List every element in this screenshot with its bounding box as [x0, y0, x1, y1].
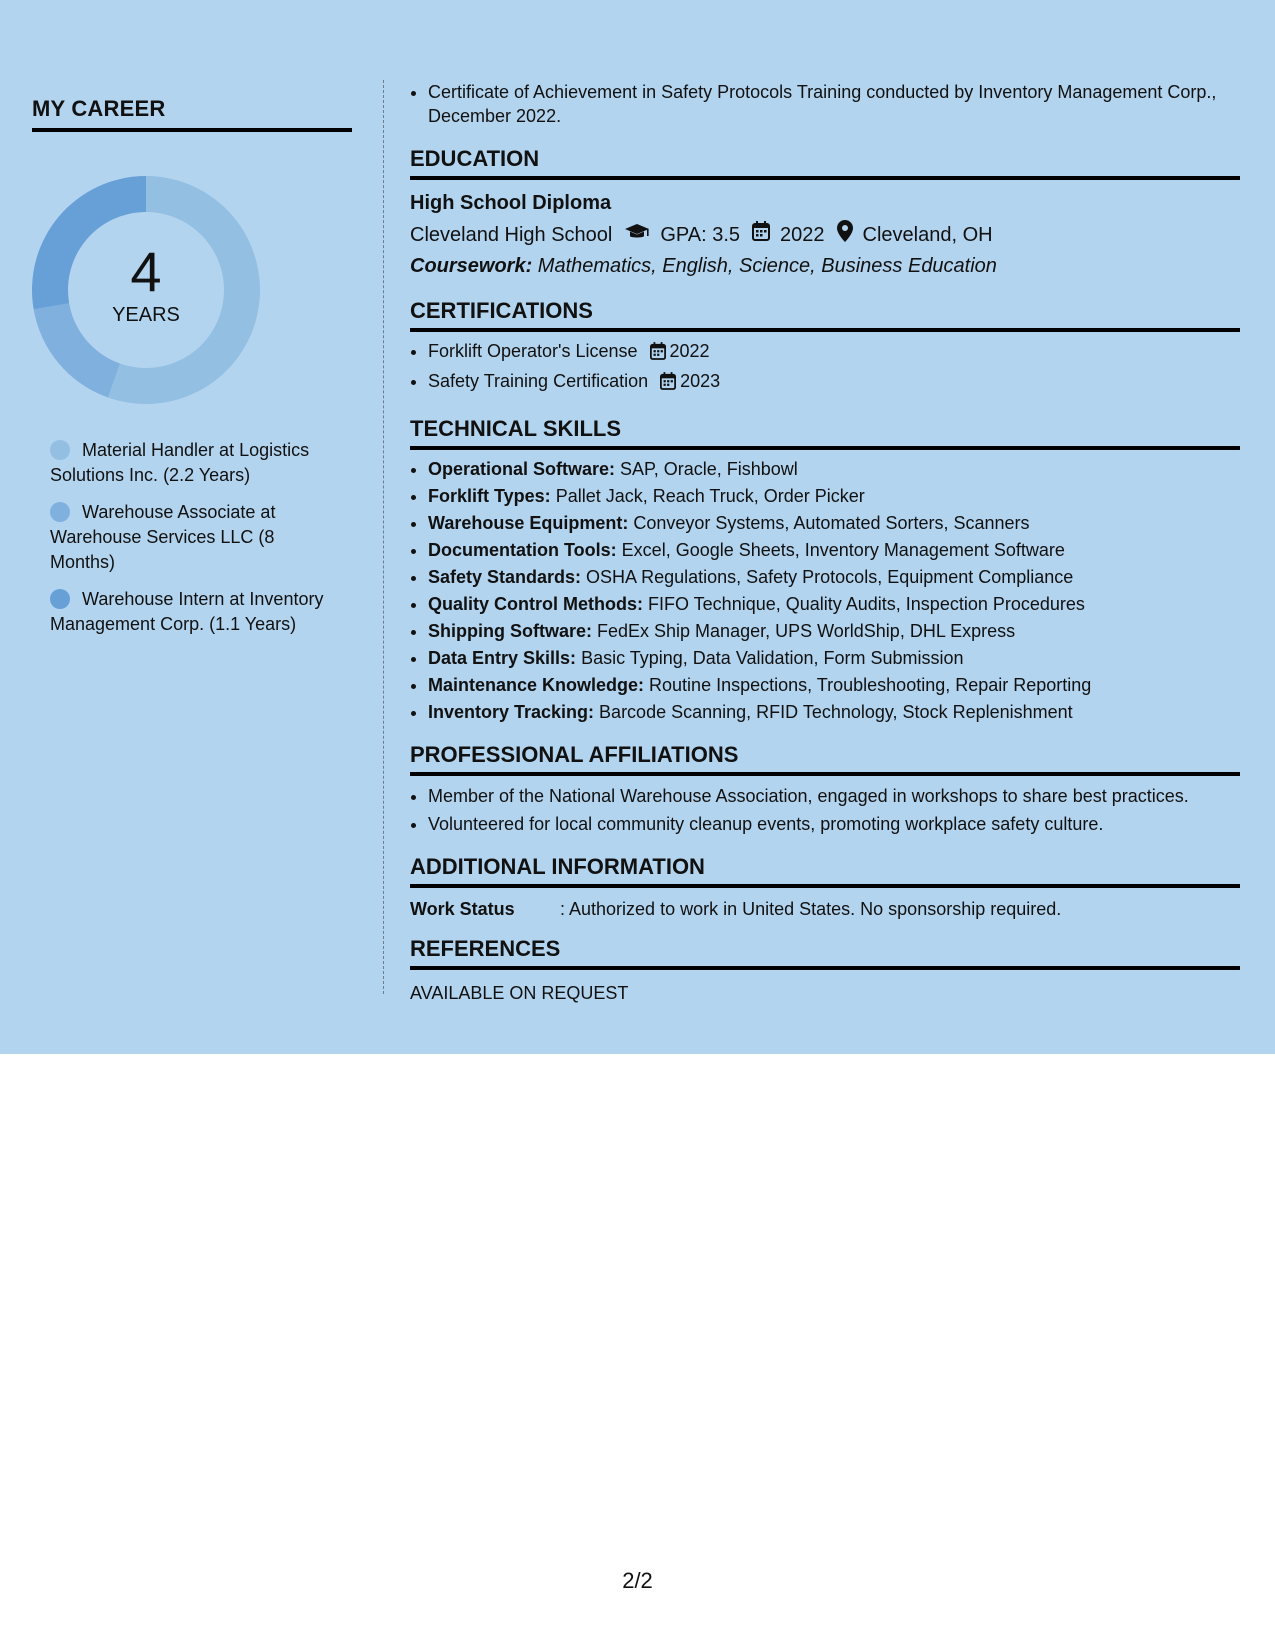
education-section — [410, 146, 1240, 280]
certifications-list — [410, 338, 1240, 398]
column-divider — [383, 80, 384, 994]
calendar-icon — [752, 221, 770, 249]
skill-label: Shipping Software: — [428, 621, 592, 641]
skill-value: Barcode Scanning, RFID Technology, Stock Replenishment — [594, 702, 1073, 722]
education-coursework — [410, 252, 1240, 280]
skill-value: SAP, Oracle, Fishbowl — [615, 459, 798, 479]
skill-label: Maintenance Knowledge: — [428, 675, 645, 695]
main-column — [410, 80, 1240, 1006]
legend-label: Warehouse Intern at Inventory Management Corp. (1.1 Years) — [50, 589, 324, 634]
certifications-section — [410, 298, 1240, 398]
list-item — [428, 368, 1240, 398]
list-item: • Member of the National Warehouse Association, engaged in workshops to share best practices. — [428, 782, 1240, 810]
career-section — [32, 96, 352, 132]
skill-label: Operational Software: — [428, 459, 616, 479]
skill-label: Forklift Types: — [428, 486, 551, 506]
legend-label: Warehouse Associate at Warehouse Services LLC (8 Months) — [50, 502, 276, 572]
education-title: EDUCATION — [410, 146, 1240, 180]
references-text: AVAILABLE ON REQUEST — [410, 983, 629, 1003]
career-donut-chart — [32, 176, 260, 404]
skill-item — [428, 672, 1240, 699]
list-item: • Certificate of Achievement in Safety Protocols Training conducted by Inventory Management Corp., December 2022. — [428, 80, 1240, 128]
donut-center — [32, 176, 260, 404]
affiliations-list — [410, 782, 1240, 838]
skill-item — [428, 510, 1240, 537]
cert-year: 2023 — [680, 371, 721, 391]
work-status-row — [410, 896, 1240, 922]
skill-value: Excel, Google Sheets, Inventory Management Software — [616, 540, 1065, 560]
skill-value: Basic Typing, Data Validation, Form Submission — [576, 648, 964, 668]
certifications-title: CERTIFICATIONS — [410, 298, 1240, 332]
legend-dot-icon — [50, 440, 70, 460]
skill-label: Documentation Tools: — [428, 540, 617, 560]
skill-label: Warehouse Equipment: — [428, 513, 629, 533]
coursework-label: Coursework: — [410, 255, 533, 277]
education-gpa: GPA: 3.5 — [660, 224, 741, 246]
legend-item — [50, 500, 340, 575]
skill-label: Data Entry Skills: — [428, 648, 577, 668]
list-item — [428, 338, 1240, 368]
legend-dot-icon — [50, 589, 70, 609]
references-title: REFERENCES — [410, 936, 1240, 970]
education-degree: High School Diploma — [410, 192, 612, 214]
skill-item — [428, 456, 1240, 483]
legend-item — [50, 438, 340, 488]
skill-item — [428, 618, 1240, 645]
legend-item — [50, 587, 340, 637]
skills-title: TECHNICAL SKILLS — [410, 416, 1240, 450]
skill-item — [428, 699, 1240, 726]
skill-label: Safety Standards: — [428, 567, 582, 587]
legend-label: Material Handler at Logistics Solutions Inc. (2.2 Years) — [50, 440, 310, 485]
career-total-number: 4 — [130, 239, 162, 303]
cert-name: Safety Training Certification — [428, 371, 649, 391]
career-legend — [50, 438, 340, 649]
work-status-value: : Authorized to work in United States. No sponsorship required. — [560, 899, 1062, 919]
skill-item — [428, 483, 1240, 510]
cert-year: 2022 — [669, 341, 710, 361]
skill-item — [428, 645, 1240, 672]
skill-item — [428, 537, 1240, 564]
skill-value: FIFO Technique, Quality Audits, Inspection Procedures — [643, 594, 1085, 614]
career-title: MY CAREER — [32, 96, 352, 132]
calendar-icon — [650, 341, 666, 368]
calendar-icon — [660, 371, 676, 398]
skill-item — [428, 591, 1240, 618]
work-status-label: Work Status — [410, 899, 515, 919]
education-year: 2022 — [780, 224, 825, 246]
skills-section — [410, 416, 1240, 726]
education-school: Cleveland High School — [410, 224, 613, 246]
skill-label: Quality Control Methods: — [428, 594, 643, 614]
affiliations-title: PROFESSIONAL AFFILIATIONS — [410, 742, 1240, 776]
skills-list — [410, 456, 1240, 726]
education-details — [410, 220, 1240, 250]
list-item: • Volunteered for local community cleanup events, promoting workplace safety culture. — [428, 810, 1240, 838]
skill-item — [428, 564, 1240, 591]
cert-name: Forklift Operator's License — [428, 341, 638, 361]
skill-value: Pallet Jack, Reach Truck, Order Picker — [550, 486, 865, 506]
skill-label: Inventory Tracking: — [428, 702, 595, 722]
references-section — [410, 936, 1240, 1006]
skill-value: FedEx Ship Manager, UPS WorldShip, DHL Express — [592, 621, 1016, 641]
affiliations-section — [410, 742, 1240, 838]
page-number: 2/2 — [622, 1568, 653, 1593]
location-pin-icon — [837, 220, 853, 250]
skill-value: Conveyor Systems, Automated Sorters, Scanners — [628, 513, 1030, 533]
additional-section — [410, 854, 1240, 922]
skill-value: Routine Inspections, Troubleshooting, Repair Reporting — [644, 675, 1092, 695]
career-total-unit: YEARS — [112, 303, 180, 326]
additional-title: ADDITIONAL INFORMATION — [410, 854, 1240, 888]
graduation-cap-icon — [624, 221, 650, 249]
education-location: Cleveland, OH — [862, 224, 993, 246]
coursework-value: Mathematics, English, Science, Business Education — [532, 255, 997, 277]
top-bullet-list — [410, 80, 1240, 128]
skill-value: OSHA Regulations, Safety Protocols, Equipment Compliance — [581, 567, 1074, 587]
legend-dot-icon — [50, 502, 70, 522]
